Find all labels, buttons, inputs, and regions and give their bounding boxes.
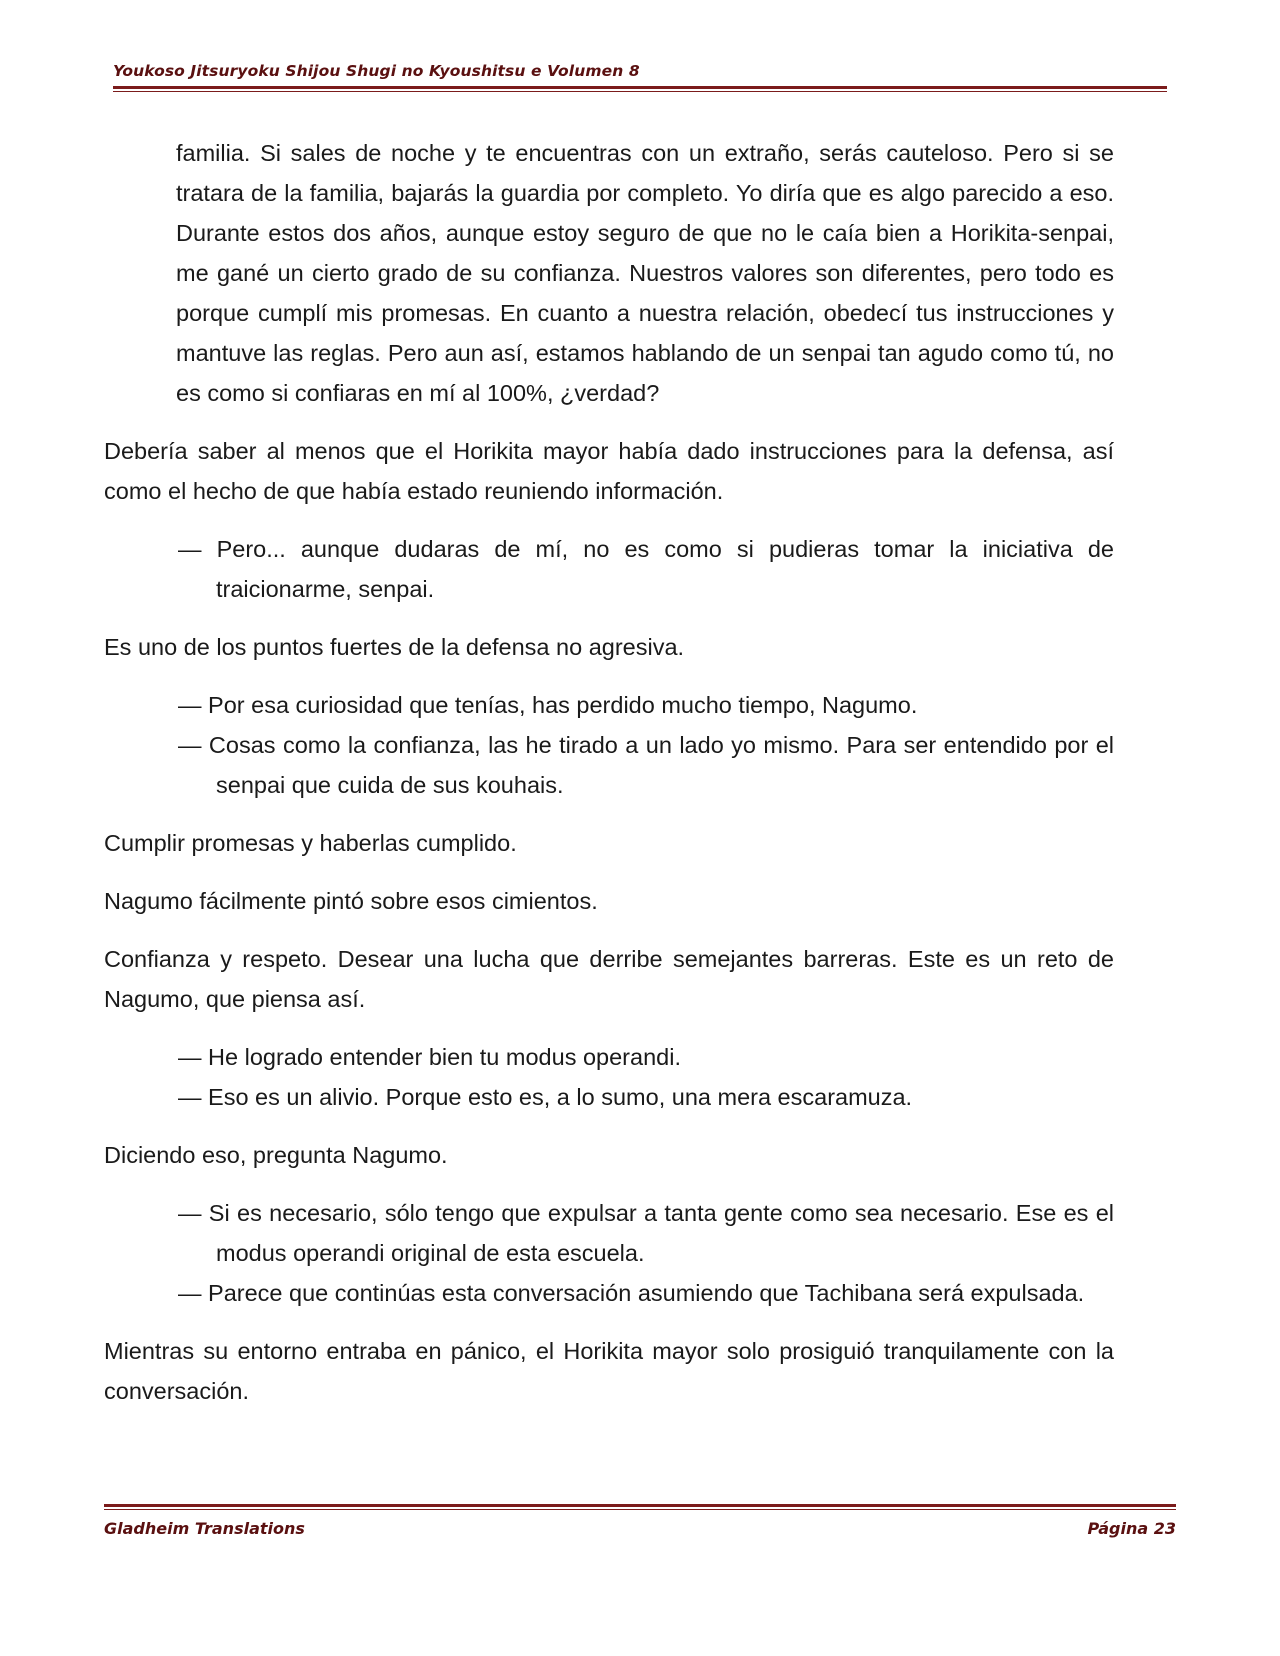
paragraph-2: Debería saber al menos que el Horikita mayor había dado instrucciones para la defensa, así como el hecho de que había estado reuniendo información.: [104, 438, 1114, 504]
paragraph-8: Mientras su entorno entraba en pánico, el Horikita mayor solo prosiguió tranquilamente con la conversación.: [104, 1338, 1114, 1404]
footer-rule-thin: [104, 1509, 1176, 1510]
paragraph-3: Es uno de los puntos fuertes de la defensa no agresiva.: [104, 634, 685, 660]
page-content: [104, 133, 1114, 1429]
paragraph-5: Nagumo fácilmente pintó sobre esos cimientos.: [104, 888, 598, 914]
page-header: [113, 62, 1167, 92]
dialogue-line: — Eso es un alivio. Porque esto es, a lo sumo, una mera escaramuza.: [178, 1084, 913, 1110]
paragraph-4: Cumplir promesas y haberlas cumplido.: [104, 830, 517, 856]
dialogue-group-1: [104, 529, 1114, 609]
dialogue-line: — Por esa curiosidad que tenías, has perdido mucho tiempo, Nagumo.: [178, 692, 918, 718]
dialogue-line: — Pero... aunque dudaras de mí, no es como si pudieras tomar la iniciativa de traicionarme, senpai.: [178, 536, 1114, 602]
footer-page-number: Página 23: [1087, 1519, 1176, 1538]
header-rule-thick: [113, 86, 1167, 89]
dialogue-line: — Cosas como la confianza, las he tirado a un lado yo mismo. Para ser entendido por el senpai que cuida de sus kouhais.: [178, 732, 1114, 798]
dialogue-line: — Parece que continúas esta conversación asumiendo que Tachibana será expulsada.: [178, 1280, 1085, 1306]
dialogue-group-4: [104, 1193, 1114, 1313]
page-footer: [104, 1504, 1176, 1538]
dialogue-group-2: [104, 685, 1114, 805]
dialogue-group-3: [104, 1037, 1114, 1117]
footer-rule-thick: [104, 1504, 1176, 1507]
footer-translator-credit: Gladheim Translations: [104, 1519, 305, 1538]
header-title: Youkoso Jitsuryoku Shijou Shugi no Kyoushitsu e Volumen 8: [113, 62, 640, 80]
header-rule-thin: [113, 91, 1167, 92]
dialogue-line: — He logrado entender bien tu modus operandi.: [178, 1044, 681, 1070]
paragraph-7: Diciendo eso, pregunta Nagumo.: [104, 1142, 448, 1168]
dialogue-line: — Si es necesario, sólo tengo que expulsar a tanta gente como sea necesario. Ese es el modus operandi original de esta escuela.: [178, 1200, 1114, 1266]
paragraph-6: Confianza y respeto. Desear una lucha que derribe semejantes barreras. Este es un reto de Nagumo, que piensa así.: [104, 946, 1114, 1012]
footer-row: [104, 1519, 1176, 1538]
paragraph-1: familia. Si sales de noche y te encuentras con un extraño, serás cauteloso. Pero si se tratara de la familia, bajarás la guardia por completo. Yo diría que es algo parecido a eso. Durante estos dos años, aunque estoy seguro de que no le caía bien a Horikita-senpai, me gané un cierto grado de su confianza. Nuestros valores son diferentes, pero todo es porque cumplí mis promesas. En cuanto a nuestra relación, obedecí tus instrucciones y mantuve las reglas. Pero aun así, estamos hablando de un senpai tan agudo como tú, no es como si confiaras en mí al 100%, ¿verdad?: [176, 140, 1114, 406]
